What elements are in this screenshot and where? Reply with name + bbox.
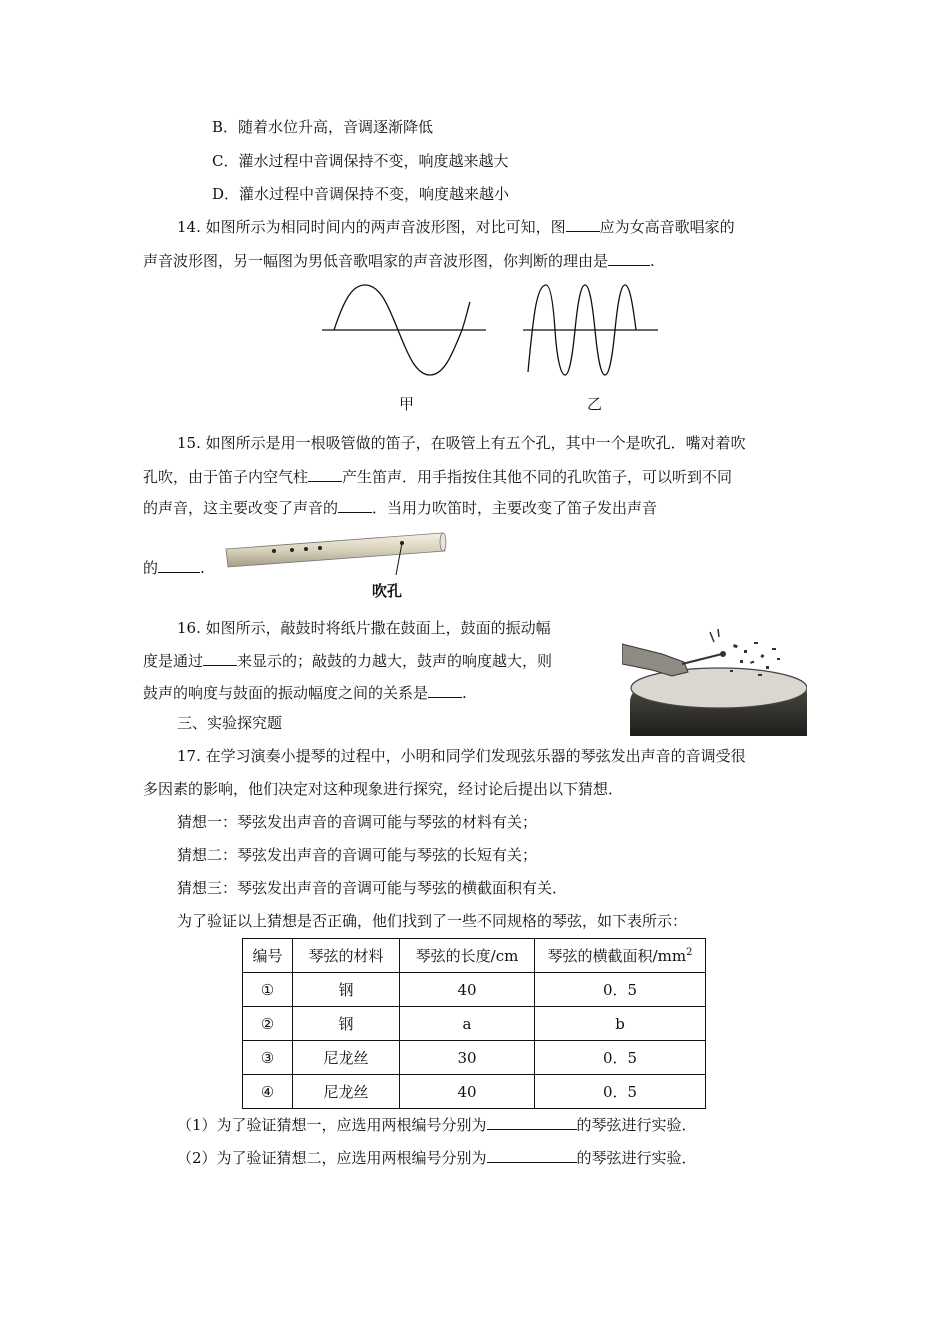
section-3-heading: 三、实验探究题 [177,714,283,732]
q15-text: . [200,559,205,577]
cell-material: 钢 [293,1007,400,1041]
q15-text: 产生笛声．用手指按住其他不同的孔吹笛子，可以听到不同 [342,468,733,486]
answer-blank[interactable] [566,216,600,232]
table-row [243,1075,706,1109]
arm [622,644,688,676]
q15-line-4 [143,557,205,578]
q17-text: 的琴弦进行实验． [576,1149,697,1167]
cell-length: 40 [400,973,535,1007]
guess-2: 猜想二：琴弦发出声音的音调可能与琴弦的长短有关； [177,846,538,864]
answer-blank[interactable] [487,1114,577,1130]
cell-number: ② [243,1007,293,1041]
q14-text: 应为女高音歌唱家的 [599,218,735,236]
q14-text: 声音波形图，另一幅图为男低音歌唱家的声音波形图，你判断的理由是 [143,252,609,270]
drum-image [622,614,807,736]
q16-text: 鼓声的响度与鼓面的振动幅度之间的关系是 [143,684,429,702]
cell-length: a [400,1007,535,1041]
q16-line-3 [143,682,467,703]
option-d: D．灌水过程中音调保持不变，响度越来越小 [212,185,510,203]
cell-material: 尼龙丝 [293,1041,400,1075]
finger-hole [290,548,294,552]
header-length: 琴弦的长度/cm [400,939,535,973]
q15-line-2 [143,466,732,487]
q14-text: . [650,252,655,270]
string-spec-table [242,938,706,1109]
table-row [243,973,706,1007]
guess-1: 猜想一：琴弦发出声音的音调可能与琴弦的材料有关； [177,813,538,831]
finger-hole [272,549,276,553]
cell-number: ③ [243,1041,293,1075]
answer-blank[interactable] [487,1147,577,1163]
option-c: C．灌水过程中音调保持不变，响度越来越大 [212,152,509,170]
q16-line-2 [143,650,552,671]
header-material: 琴弦的材料 [293,939,400,973]
q16-text: 来显示的；敲鼓的力越大，鼓声的响度越大，则 [237,652,553,670]
header-area [535,939,706,973]
q15-line-3 [143,497,657,518]
blow-hole-label: 吹孔 [372,582,403,600]
option-b: B．随着水位升高，音调逐渐降低 [212,118,434,136]
q16-text: 度是通过 [143,652,204,670]
table-intro: 为了验证以上猜想是否正确，他们找到了一些不同规格的琴弦，如下表所示： [177,912,688,930]
q17-line-2: 多因素的影响，他们决定对这种现象进行探究，经讨论后提出以下猜想． [143,780,624,798]
cell-area: b [535,1007,706,1041]
table-row [243,1007,706,1041]
q17-line-1: 17. 在学习演奏小提琴的过程中，小明和同学们发现弦乐器的琴弦发出声音的音调受很 [177,747,746,765]
table-header-row [243,939,706,973]
guess-3: 猜想三：琴弦发出声音的音调可能与琴弦的横截面积有关． [177,879,568,897]
q17-sub-1 [177,1114,697,1135]
finger-hole [304,547,308,551]
q15-text: 孔吹，由于笛子内空气柱 [143,468,309,486]
cell-material: 钢 [293,973,400,1007]
label-jia: 甲 [399,395,415,413]
answer-blank[interactable] [158,557,200,573]
q16-line-1: 16. 如图所示，敲鼓时将纸片撒在鼓面上，鼓面的振动幅 [177,619,551,637]
q15-line-1: 15. 如图所示是用一根吸管做的笛子，在吸管上有五个孔，其中一个是吹孔．嘴对着吹 [177,434,746,452]
q15-text: ．当用力吹笛时，主要改变了笛子发出声音 [372,499,658,517]
answer-blank[interactable] [203,650,237,666]
drumstick [682,654,722,664]
answer-blank[interactable] [308,466,342,482]
header-area-text: 琴弦的横截面积/mm [547,947,687,965]
answer-blank[interactable] [338,497,372,513]
answer-blank[interactable] [608,250,650,266]
q17-text: 的琴弦进行实验． [576,1116,697,1134]
cell-area: 0．5 [535,1041,706,1075]
cell-number: ④ [243,1075,293,1109]
cell-length: 40 [400,1075,535,1109]
q14-text: 14. 如图所示为相同时间内的两声音波形图，对比可知，图 [177,218,566,236]
q17-sub-2 [177,1147,697,1168]
q14-line-2 [143,250,655,271]
drum-head [631,668,807,708]
q17-text: （2）为了验证猜想二，应选用两根编号分别为 [177,1149,487,1167]
cell-area: 0．5 [535,1075,706,1109]
header-area-exponent: 2 [686,947,693,958]
table-row [243,1041,706,1075]
q17-text: （1）为了验证猜想一，应选用两根编号分别为 [177,1116,487,1134]
finger-hole [318,546,322,550]
header-number: 编号 [243,939,293,973]
q16-text: . [462,684,467,702]
q15-text: 的 [143,559,159,577]
label-yi: 乙 [587,395,603,413]
cell-length: 30 [400,1041,535,1075]
waveform-figure [318,280,663,380]
cell-number: ① [243,973,293,1007]
q15-text: 的声音，这主要改变了声音的 [143,499,339,517]
cell-area: 0．5 [535,973,706,1007]
cell-material: 尼龙丝 [293,1075,400,1109]
straw-flute-image [220,527,450,577]
q14-line-1 [177,216,735,237]
answer-blank[interactable] [428,682,462,698]
